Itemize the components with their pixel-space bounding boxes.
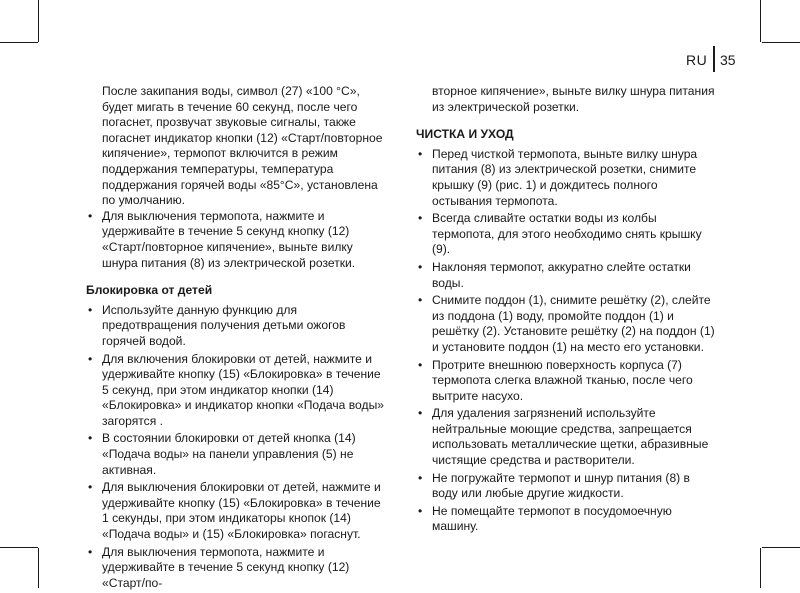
crop-mark-top-left-vertical <box>38 0 39 42</box>
list-item: • Не помещайте термопот в посудомоечную машину. <box>416 504 716 535</box>
list-item: • Для выключения блокировки от детей, нажмите и удерживайте кнопку (15) «Блокировка» в течение 1 секунды, при этом индикаторы кнопок (14) «Подача воды» и (15) «Блокировка» погаснут. <box>86 480 386 542</box>
list-item: • Перед чисткой термопота, выньте вилку шнура питания (8) из электрической розетки, снимите крышку (9) (рис. 1) и дождитесь полного остывания термопота. <box>416 147 716 209</box>
list-item: • Для выключения термопота, нажмите и удерживайте в течение 5 секунд кнопку (12) «Старт/повторное кипячение», выньте вилку шнура питания (8) из электрической розетки. <box>86 209 386 271</box>
child-lock-bullet-list <box>86 303 386 592</box>
list-item: • Для выключения термопота, нажмите и удерживайте в течение 5 секунд кнопку (12) «Старт/по- <box>86 545 386 592</box>
crop-mark-top-left-horizontal <box>0 42 38 43</box>
list-item: • Протрите внешнюю поверхность корпуса (7) термопота слегка влажной тканью, после чего вытрите насухо. <box>416 358 716 405</box>
page-number: 35 <box>720 52 736 68</box>
intro-bullet-list <box>86 209 386 271</box>
list-item: • Снимите поддон (1), снимите решётку (2), слейте из поддона (1) воду, промойте поддон (1) и решётку (2). Установите решётку (2) на поддон (1) и установите поддон (1) на место его установки. <box>416 293 716 355</box>
crop-mark-top-right-vertical <box>760 0 761 42</box>
child-lock-heading: Блокировка от детей <box>86 283 213 298</box>
crop-mark-bottom-left-horizontal <box>0 547 38 548</box>
continuation-paragraph: вторное кипячение», выньте вилку шнура питания из электрической розетки. <box>432 84 715 114</box>
list-item: • Всегда сливайте остатки воды из колбы термопота, для этого необходимо снять крышку (9). <box>416 211 716 258</box>
cleaning-heading: ЧИСТКА И УХОД <box>416 127 514 142</box>
left-column <box>86 84 386 593</box>
right-column <box>416 84 716 537</box>
crop-mark-bottom-left-vertical <box>38 548 39 588</box>
crop-mark-bottom-right-vertical <box>760 548 761 588</box>
cleaning-bullet-list <box>416 147 716 535</box>
list-item: • Для удаления загрязнений используйте нейтральные моющие средства, запрещается использовать металлические щетки, абразивные чистящие средства и растворители. <box>416 406 716 468</box>
list-item: • Используйте данную функцию для предотвращения получения детьми ожогов горячей водой. <box>86 303 386 350</box>
intro-paragraph: После закипания воды, символ (27) «100 °С», будет мигать в течение 60 секунд, после чего погаснет, прозвучат звуковые сигналы, также погаснет индикатор кнопки (12) «Старт/повторное кипячение», термопот включится в режим поддержания температуры, температура поддержания горячей воды «85°С», установлена по умолчанию. <box>102 84 383 208</box>
language-code: RU <box>686 52 708 68</box>
list-item: • В состоянии блокировки от детей кнопка (14) «Подача воды» на панели управления (5) не активная. <box>86 431 386 478</box>
list-item: • Для включения блокировки от детей, нажмите и удерживайте кнопку (15) «Блокировка» в течение 5 секунд, при этом индикатор кнопки (14) «Блокировка» и индикатор кнопки «Подача воды» загорятся . <box>86 352 386 430</box>
list-item: • Не погружайте термопот и шнур питания (8) в воду или любые другие жидкости. <box>416 471 716 502</box>
list-item: • Наклоняя термопот, аккуратно слейте остатки воды. <box>416 260 716 291</box>
crop-mark-bottom-right-horizontal <box>762 547 800 548</box>
crop-mark-top-right-horizontal <box>762 42 800 43</box>
header-divider <box>713 46 715 72</box>
